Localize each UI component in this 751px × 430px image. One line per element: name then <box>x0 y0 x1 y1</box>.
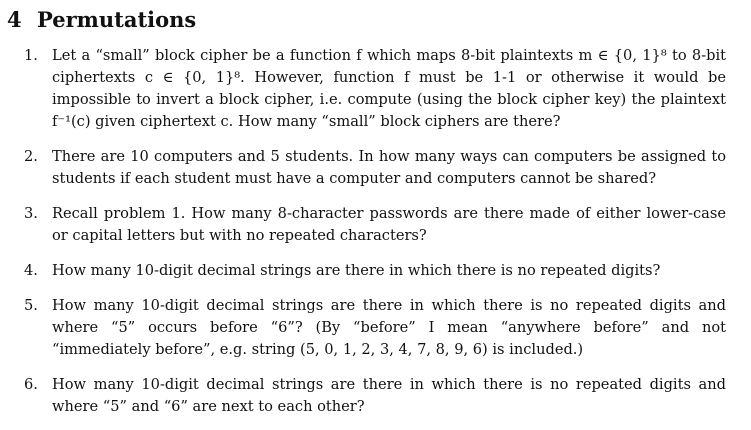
problem-text: How many 10-digit decimal strings are there in which there is no repeated digits? <box>52 262 661 279</box>
problem-text: There are 10 computers and 5 students. In how many ways can computers be assigned to students if each student must have a computer and computers cannot be shared? <box>52 148 726 187</box>
problem-number: 2. <box>24 148 38 165</box>
problem-text: Recall problem 1. How many 8-character passwords are there made of either lower-case or capital letters but with no repeated characters? <box>52 205 726 244</box>
problem-3 <box>0 203 751 247</box>
problem-number: 1. <box>24 47 38 64</box>
problem-6 <box>0 374 751 418</box>
problem-gap <box>0 190 751 203</box>
section-number: 4 <box>7 7 22 32</box>
problem-1 <box>0 45 751 133</box>
problem-number: 5. <box>24 297 38 314</box>
problem-5 <box>0 295 751 361</box>
problem-number: 4. <box>24 262 38 279</box>
problem-gap <box>0 247 751 260</box>
problem-gap <box>0 282 751 295</box>
problem-number: 3. <box>24 205 38 222</box>
section-heading <box>7 6 196 34</box>
section-title: Permutations <box>37 7 197 32</box>
problem-2 <box>0 146 751 190</box>
problem-gap <box>0 133 751 146</box>
problem-gap <box>0 361 751 374</box>
problem-text: Let a “small” block cipher be a function f which maps 8-bit plaintexts m ∈ {0, 1}⁸ to 8-bit ciphertexts c ∈ {0, 1}⁸. However, function f must be 1-1 or otherwise it would be impossible to invert a block cipher, i.e. compute (using the block cipher key) the plaintext f⁻¹(c) given ciphertext c. How many “small” block ciphers are there? <box>52 47 726 130</box>
problem-list <box>0 45 751 418</box>
problem-4 <box>0 260 751 282</box>
problem-text: How many 10-digit decimal strings are there in which there is no repeated digits and where “5” and “6” are next to each other? <box>52 376 726 415</box>
problem-text: How many 10-digit decimal strings are there in which there is no repeated digits and where “5” occurs before “6”? (By “before” I mean “anywhere before” and not “immediately before”, e.g. string (5, 0, 1, 2, 3, 4, 7, 8, 9, 6) is included.) <box>52 297 726 358</box>
problem-number: 6. <box>24 376 38 393</box>
